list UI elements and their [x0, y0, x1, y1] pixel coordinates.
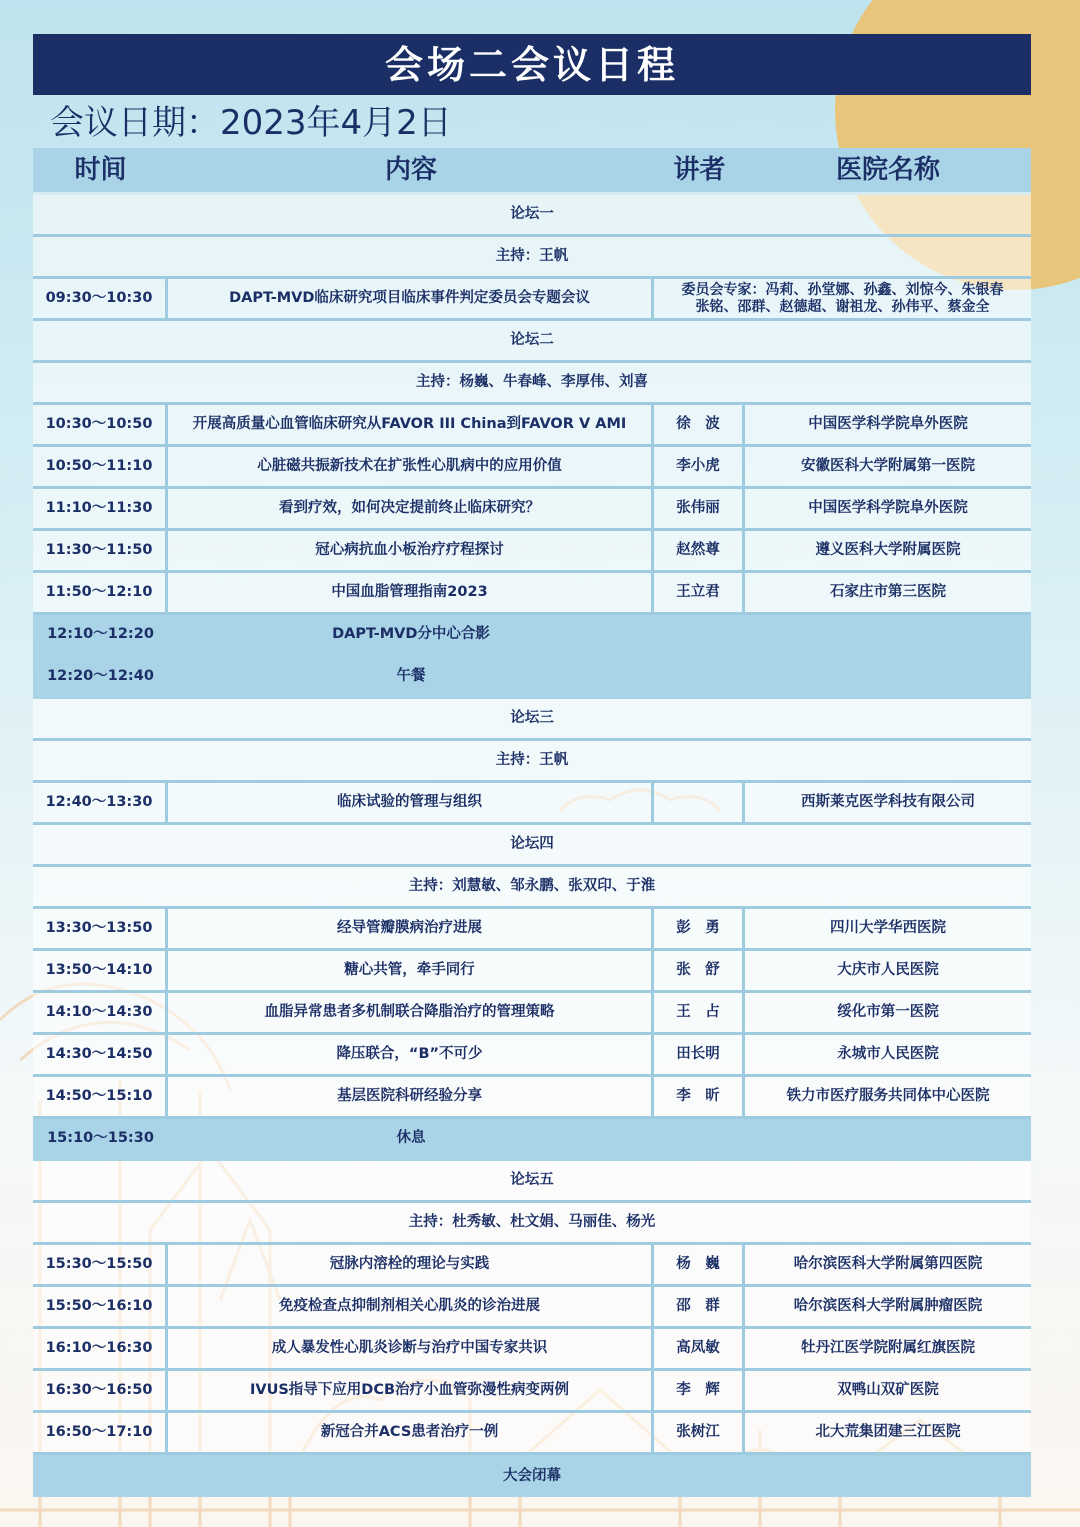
forum-host-row: [33, 741, 1031, 783]
session-speaker: 高凤敏: [654, 1329, 745, 1368]
session-time: 16:50～17:10: [33, 1413, 168, 1452]
forum-name: 论坛五: [510, 1172, 554, 1188]
session-topic: 中国血脂管理指南2023: [168, 573, 654, 612]
session-hospital: 牡丹江医学院附属红旗医院: [801, 1340, 975, 1356]
session-hospital: 永城市人民医院: [837, 1046, 939, 1062]
table-row: [33, 993, 1031, 1035]
session-hospital: 安徽医科大学附属第一医院: [801, 458, 975, 474]
session-time: 14:10～14:30: [33, 993, 168, 1032]
session-hospital: 双鸭山双矿医院: [837, 1382, 939, 1398]
session-topic: 基层医院科研经验分享: [168, 1077, 654, 1116]
session-topic: 看到疗效，如何决定提前终止临床研究？: [168, 489, 654, 528]
session-speaker: 张树江: [654, 1413, 745, 1452]
forum-host: 主持：杨巍、牛春峰、李厚伟、刘喜: [416, 374, 648, 390]
session-topic: 血脂异常患者多机制联合降脂治疗的管理策略: [168, 993, 654, 1032]
session-time: 16:30～16:50: [33, 1371, 168, 1410]
table-row: [33, 447, 1031, 489]
closing-row: [33, 1455, 1031, 1497]
committee-members-line: 张铭、邵群、赵德超、谢祖龙、孙伟平、蔡金全: [695, 299, 990, 315]
session-speaker: 彭 勇: [654, 909, 745, 948]
forum-host: 主持：刘慧敏、邹永鹏、张双印、于淮: [408, 878, 656, 894]
page-title: 会场二会议日程: [33, 34, 1031, 95]
forum-title-row: [33, 321, 1031, 363]
session-topic: 免疫检查点抑制剂相关心肌炎的诊治进展: [168, 1287, 654, 1326]
session-hospital: 四川大学华西医院: [830, 920, 946, 936]
break-label: 午餐: [396, 668, 426, 684]
session-hospital: 中国医学科学院阜外医院: [808, 500, 968, 516]
session-topic: 心脏磁共振新技术在扩张性心肌病中的应用价值: [168, 447, 654, 486]
schedule-table: [33, 148, 1031, 1497]
session-time: 10:50～11:10: [33, 447, 168, 486]
forum-name: 论坛四: [510, 836, 554, 852]
session-time: 13:30～13:50: [33, 909, 168, 948]
session-topic: 成人暴发性心肌炎诊断与治疗中国专家共识: [168, 1329, 654, 1368]
forum-name: 论坛二: [510, 332, 554, 348]
forum-name: 论坛一: [510, 206, 554, 222]
session-speaker: 张伟丽: [654, 489, 745, 528]
table-row: [33, 279, 1031, 321]
forum5-sessions: [33, 1245, 1031, 1455]
table-row: [33, 783, 1031, 825]
header-time: 时间: [74, 155, 127, 185]
session-hospital: 哈尔滨医科大学附属肿瘤医院: [793, 1298, 983, 1314]
header-speaker: 讲者: [673, 155, 726, 185]
session-speaker: 李 昕: [654, 1077, 745, 1116]
table-header: [33, 148, 1031, 195]
session-time: 11:30～11:50: [33, 531, 168, 570]
forum-host-row: [33, 867, 1031, 909]
session-speaker: 王 占: [654, 993, 745, 1032]
committee-members: [654, 279, 1031, 318]
session-speaker: 田长明: [654, 1035, 745, 1074]
break-row: [33, 657, 1031, 699]
forum-title-row: [33, 825, 1031, 867]
session-speaker: 邵 群: [654, 1287, 745, 1326]
break-rows: [33, 1119, 1031, 1161]
session-topic: 降压联合，“B”不可少: [168, 1035, 654, 1074]
header-hospital: 医院名称: [835, 155, 940, 185]
table-row: [33, 1077, 1031, 1119]
table-row: [33, 405, 1031, 447]
session-topic: DAPT-MVD临床研究项目临床事件判定委员会专题会议: [168, 279, 654, 318]
session-time: 11:10～11:30: [33, 489, 168, 528]
forum2-sessions: [33, 405, 1031, 615]
break-time: 12:20～12:40: [47, 668, 154, 684]
table-row: [33, 1371, 1031, 1413]
break-time: 12:10～12:20: [47, 626, 154, 642]
session-hospital: 哈尔滨医科大学附属第四医院: [793, 1256, 983, 1272]
table-row: [33, 1413, 1031, 1455]
meeting-date: 会议日期：2023年4月2日: [50, 103, 452, 143]
session-hospital: 遵义医科大学附属医院: [815, 542, 961, 558]
forum-host-row: [33, 237, 1031, 279]
session-time: 12:40～13:30: [33, 783, 168, 822]
session-speaker: 王立君: [654, 573, 745, 612]
forum-host-row: [33, 1203, 1031, 1245]
forum-host: 主持：王帆: [495, 752, 569, 768]
session-hospital: 绥化市第一医院: [837, 1004, 939, 1020]
break-row: [33, 615, 1031, 657]
session-speaker: 徐 波: [654, 405, 745, 444]
forum4-sessions: [33, 909, 1031, 1119]
session-hospital: 北大荒集团建三江医院: [815, 1424, 961, 1440]
session-hospital: 中国医学科学院阜外医院: [808, 416, 968, 432]
session-topic: IVUS指导下应用DCB治疗小血管弥漫性病变两例: [168, 1371, 654, 1410]
session-topic: 糖心共管，牵手同行: [168, 951, 654, 990]
session-hospital: 铁力市医疗服务共同体中心医院: [786, 1088, 990, 1104]
forum3-sessions: [33, 783, 1031, 825]
session-time: 14:30～14:50: [33, 1035, 168, 1074]
table-row: [33, 1035, 1031, 1077]
closing-label: 大会闭幕: [503, 1468, 561, 1484]
session-time: 14:50～15:10: [33, 1077, 168, 1116]
session-topic: 经导管瓣膜病治疗进展: [168, 909, 654, 948]
break-rows: [33, 615, 1031, 699]
forum-title-row: [33, 1161, 1031, 1203]
session-speaker: 赵然尊: [654, 531, 745, 570]
session-time: 09:30～10:30: [33, 279, 168, 318]
table-row: [33, 951, 1031, 993]
session-topic: 开展高质量心血管临床研究从FAVOR III China到FAVOR V AMI: [168, 405, 654, 444]
session-time: 16:10～16:30: [33, 1329, 168, 1368]
session-hospital: 大庆市人民医院: [837, 962, 939, 978]
forum-title-row: [33, 195, 1031, 237]
session-time: 11:50～12:10: [33, 573, 168, 612]
table-row: [33, 573, 1031, 615]
session-hospital: 西斯莱克医学科技有限公司: [801, 794, 975, 810]
session-hospital: 石家庄市第三医院: [830, 584, 946, 600]
session-topic: 临床试验的管理与组织: [168, 783, 654, 822]
table-row: [33, 1245, 1031, 1287]
session-time: 10:30～10:50: [33, 405, 168, 444]
session-time: 15:50～16:10: [33, 1287, 168, 1326]
table-row: [33, 1287, 1031, 1329]
session-time: 13:50～14:10: [33, 951, 168, 990]
break-row: [33, 1119, 1031, 1161]
break-label: 休息: [396, 1130, 426, 1146]
forum-host: 主持：王帆: [495, 248, 569, 264]
table-row: [33, 1329, 1031, 1371]
table-row: [33, 909, 1031, 951]
break-time: 15:10～15:30: [47, 1130, 154, 1146]
forum-title-row: [33, 699, 1031, 741]
session-speaker: 杨 巍: [654, 1245, 745, 1284]
header-content: 内容: [384, 155, 437, 185]
table-row: [33, 489, 1031, 531]
break-label: DAPT-MVD分中心合影: [332, 626, 490, 642]
session-speaker: 李小虎: [654, 447, 745, 486]
session-speaker: 李 辉: [654, 1371, 745, 1410]
forum-host: 主持：杜秀敏、杜文娟、马丽佳、杨光: [408, 1214, 656, 1230]
session-topic: 冠心病抗血小板治疗疗程探讨: [168, 531, 654, 570]
table-row: [33, 531, 1031, 573]
session-topic: 新冠合并ACS患者治疗一例: [168, 1413, 654, 1452]
session-speaker: 张 舒: [654, 951, 745, 990]
committee-members-line: 委员会专家：冯莉、孙堂娜、孙鑫、刘惊今、朱银春: [681, 282, 1004, 298]
session-topic: 冠脉内溶栓的理论与实践: [168, 1245, 654, 1284]
forum-name: 论坛三: [510, 710, 554, 726]
forum-host-row: [33, 363, 1031, 405]
session-time: 15:30～15:50: [33, 1245, 168, 1284]
session-speaker: [654, 783, 745, 822]
